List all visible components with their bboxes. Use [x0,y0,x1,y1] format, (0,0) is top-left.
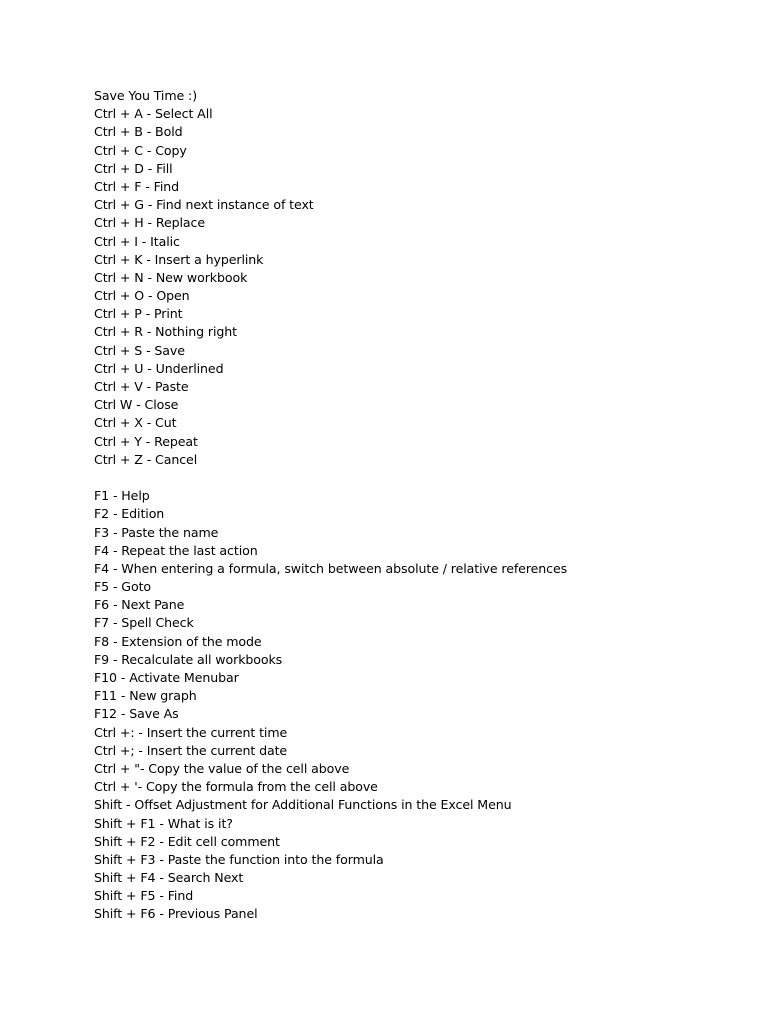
shortcut-line: F6 - Next Pane [94,597,185,613]
shortcut-line: F4 - Repeat the last action [94,542,258,558]
shortcut-line: F7 - Spell Check [94,615,194,631]
shortcut-line: Ctrl + H - Replace [94,215,206,231]
shortcut-line: Ctrl +; - Insert the current date [94,742,288,758]
shortcut-line: Ctrl + P - Print [94,306,183,322]
shortcut-line: Ctrl + N - New workbook [94,269,248,285]
shortcut-line: Ctrl + Y - Repeat [94,433,198,449]
shortcut-line: Ctrl + K - Insert a hyperlink [94,251,264,267]
shortcut-line: Ctrl + C - Copy [94,142,187,158]
shortcut-line: Ctrl +: - Insert the current time [94,724,288,740]
shortcut-line: Ctrl + B - Bold [94,124,183,140]
shortcut-line: F5 - Goto [94,579,152,595]
shortcut-line: Ctrl + V - Paste [94,379,189,394]
shortcut-line: F2 - Edition [94,506,165,522]
shortcut-line: Shift + F5 - Find [94,888,194,904]
shortcut-line: Ctrl + '- Copy the formula from the cell above [94,779,378,795]
function-shortcut-list [94,487,734,924]
shortcut-line: Ctrl + O - Open [94,288,190,304]
shortcut-line: Shift + F6 - Previous Panel [94,906,258,922]
shortcut-line: F4 - When entering a formula, switch between absolute / relative references [94,560,568,576]
blank-line [94,469,734,487]
shortcut-line: F11 - New graph [94,688,197,704]
shortcut-line: Shift + F2 - Edit cell comment [94,833,280,849]
shortcut-line: Ctrl + A - Select All [94,106,213,122]
shortcut-line: Ctrl + F - Find [94,178,180,194]
shortcut-line: Ctrl + R - Nothing right [94,324,237,340]
shortcut-line: Ctrl + X - Cut [94,415,177,431]
shortcut-line: Ctrl + I - Italic [94,233,180,249]
shortcut-line: Ctrl + "- Copy the value of the cell above [94,760,350,776]
shortcut-line: Ctrl + G - Find next instance of text [94,197,314,213]
shortcut-line: Shift + F3 - Paste the function into the formula [94,851,384,867]
shortcut-text-block [94,87,734,924]
shortcut-line: Ctrl + S - Save [94,342,185,358]
document-title: Save You Time :) [94,88,198,103]
shortcut-line: Shift + F4 - Search Next [94,870,244,886]
shortcut-line: Ctrl + Z - Cancel [94,451,198,467]
shortcut-line: Ctrl + U - Underlined [94,360,224,376]
shortcut-line: F12 - Save As [94,706,179,722]
shortcut-line: F9 - Recalculate all workbooks [94,651,283,667]
shortcut-line: Ctrl + D - Fill [94,160,173,176]
shortcut-line: Shift - Offset Adjustment for Additional Functions in the Excel Menu [94,797,512,813]
shortcut-line: Ctrl W - Close [94,397,179,413]
shortcut-line: F3 - Paste the name [94,524,219,540]
shortcut-line: Shift + F1 - What is it? [94,815,233,831]
shortcut-line: F8 - Extension of the mode [94,633,262,649]
shortcut-line: F10 - Activate Menubar [94,670,239,685]
ctrl-shortcut-list [94,105,734,469]
shortcut-line: F1 - Help [94,488,150,504]
